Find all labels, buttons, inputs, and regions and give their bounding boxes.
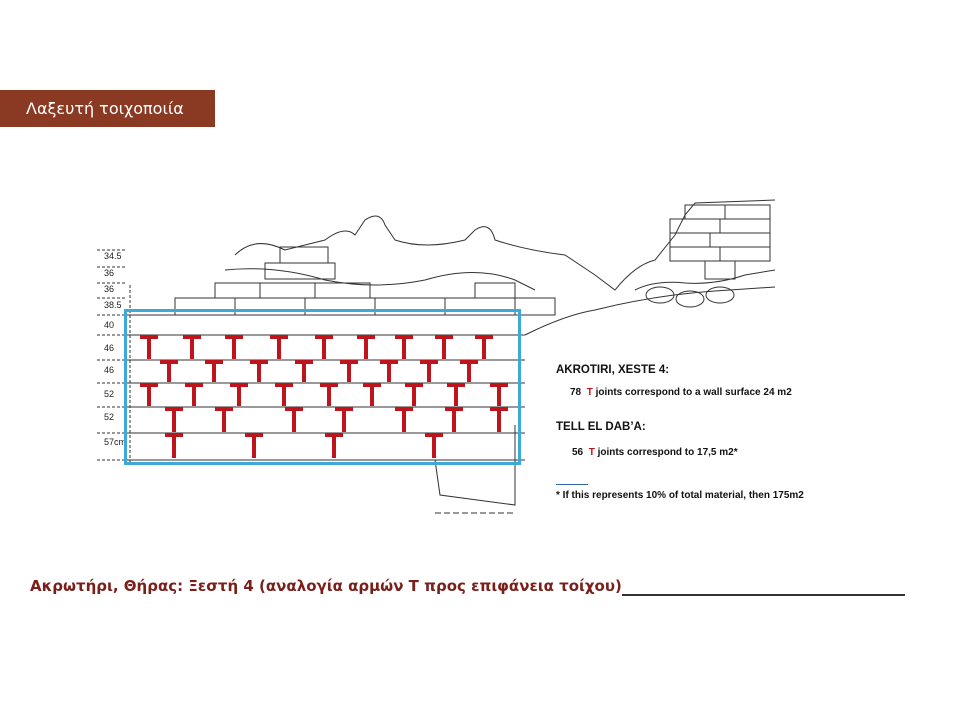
highlight-box [124,309,521,465]
tell-count: 56 [572,447,584,458]
t-joint-marker: T [588,447,595,458]
akrotiri-line [570,387,792,398]
tell-text: joints correspond to 17,5 m2* [597,447,738,458]
scale-label: 40 [104,320,115,330]
figure-caption: Ακρωτήρι, Θήρας: Ξεστή 4 (αναλογία αρμών Τ προς επιφάνεια τοίχου) [30,577,622,595]
akrotiri-heading: AKROTIRI, XESTE 4: [556,364,670,376]
scale-label: 38.5 [104,300,122,310]
slide-title: Λαξευτή τοιχοποιία [0,90,215,127]
akrotiri-count: 78 [570,387,582,398]
tell-heading: TELL EL DAB’A: [556,421,646,433]
t-joint-marker: T [586,387,593,398]
scale-label: 52 [104,389,115,399]
akrotiri-text: joints correspond to a wall surface 24 m2 [595,387,792,398]
scale-label: 46 [104,365,115,375]
scale-label: 57cm [104,437,127,447]
caption-rule [622,594,905,596]
tell-line [572,447,738,458]
scale-label: 34.5 [104,251,122,261]
scale-label: 52 [104,412,115,422]
scale-label: 36 [104,284,115,294]
scale-label: 36 [104,268,115,278]
footnote-rule [556,484,588,485]
scale-label: 46 [104,343,115,353]
footnote: * If this represents 10% of total material, then 175m2 [556,490,804,501]
